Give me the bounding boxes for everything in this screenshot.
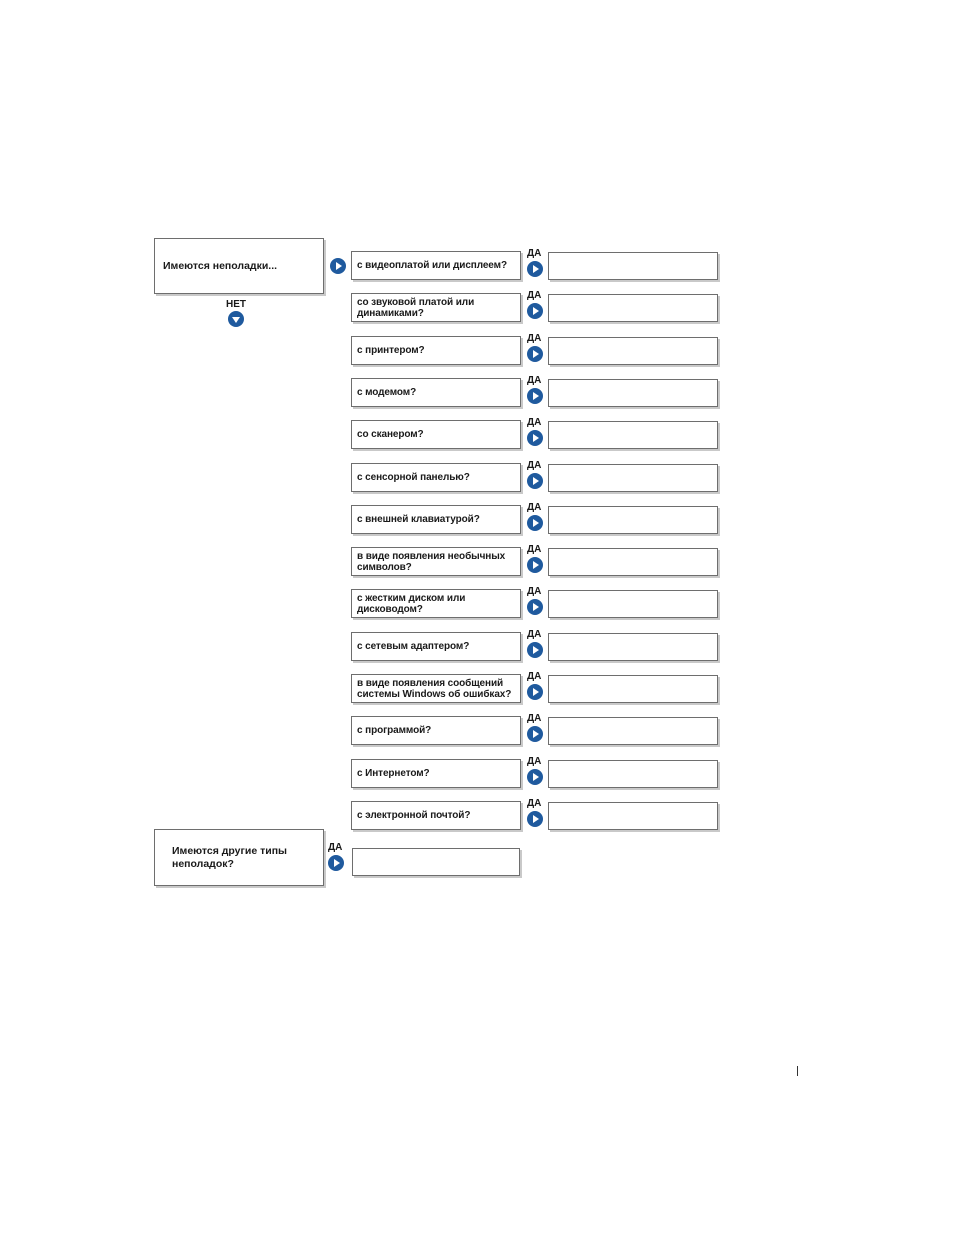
yes-label: ДА [527,671,542,682]
answer-box [548,717,718,745]
arrow-right-icon [527,430,543,446]
answer-box [548,760,718,788]
question-label: с модемом? [357,387,417,398]
answer-box [548,633,718,661]
yes-label: ДА [527,333,542,344]
arrow-right-icon [527,599,543,615]
question-label: с электронной почтой? [357,810,471,821]
yes-label: ДА [527,756,542,767]
page-marker [797,1066,798,1076]
question-box [351,505,521,534]
question-label: с внешней клавиатурой? [357,514,480,525]
yes-label: ДА [527,290,542,301]
arrow-right-icon [527,515,543,531]
other-problems-label: Имеются другие типы неполадок? [172,844,288,870]
arrow-right-icon [328,855,344,871]
arrow-right-icon [527,811,543,827]
question-box [351,251,521,280]
arrow-right-icon [527,726,543,742]
question-box [351,716,521,745]
arrow-right-icon [527,261,543,277]
question-label: с сенсорной панелью? [357,472,470,483]
yes-label: ДА [527,798,542,809]
yes-label: ДА [527,629,542,640]
arrow-down-icon [228,311,244,327]
answer-box [548,590,718,618]
yes-label: ДА [527,248,542,259]
question-box [351,420,521,449]
arrow-right-icon [527,473,543,489]
question-label: с жестким диском или дисководом? [357,592,466,615]
question-box [351,759,521,788]
question-label: со сканером? [357,429,424,440]
question-box [351,589,521,618]
question-box [351,378,521,407]
question-label: с сетевым адаптером? [357,641,470,652]
arrow-right-icon [527,388,543,404]
question-label: с программой? [357,725,432,736]
answer-box [548,337,718,365]
answer-box [548,379,718,407]
question-box [351,336,521,365]
yes-label: ДА [527,375,542,386]
yes-label: ДА [527,586,542,597]
answer-box [548,294,718,322]
arrow-right-icon [527,769,543,785]
start-box [154,238,324,294]
yes-label: ДА [527,544,542,555]
yes-label: ДА [527,502,542,513]
answer-box [548,675,718,703]
yes-label: ДА [527,713,542,724]
other-problems-box [154,829,324,886]
yes-label: ДА [527,460,542,471]
question-box [351,801,521,830]
start-box-label: Имеются неполадки... [163,259,278,272]
question-label: с Интернетом? [357,768,430,779]
answer-box [548,421,718,449]
yes-label: ДА [527,417,542,428]
question-label: с принтером? [357,345,425,356]
answer-box [548,802,718,830]
question-label: со звуковой платой или динамиками? [357,296,475,319]
answer-box [548,548,718,576]
arrow-right-icon [527,557,543,573]
answer-box [548,506,718,534]
question-box [351,293,521,322]
question-box [351,674,521,703]
answer-box [548,252,718,280]
question-label: с видеоплатой или дисплеем? [357,260,507,271]
yes-label-other: ДА [328,842,343,853]
question-box [351,632,521,661]
no-label: НЕТ [226,299,246,310]
question-label: в виде появления необычных символов? [357,550,506,573]
question-label: в виде появления сообщений системы Windows об ошибках? [357,677,512,700]
other-answer-box [352,848,520,876]
arrow-right-icon [527,642,543,658]
answer-box [548,464,718,492]
arrow-right-icon [330,258,346,274]
question-box [351,547,521,576]
arrow-right-icon [527,684,543,700]
arrow-right-icon [527,346,543,362]
arrow-right-icon [527,303,543,319]
question-box [351,463,521,492]
